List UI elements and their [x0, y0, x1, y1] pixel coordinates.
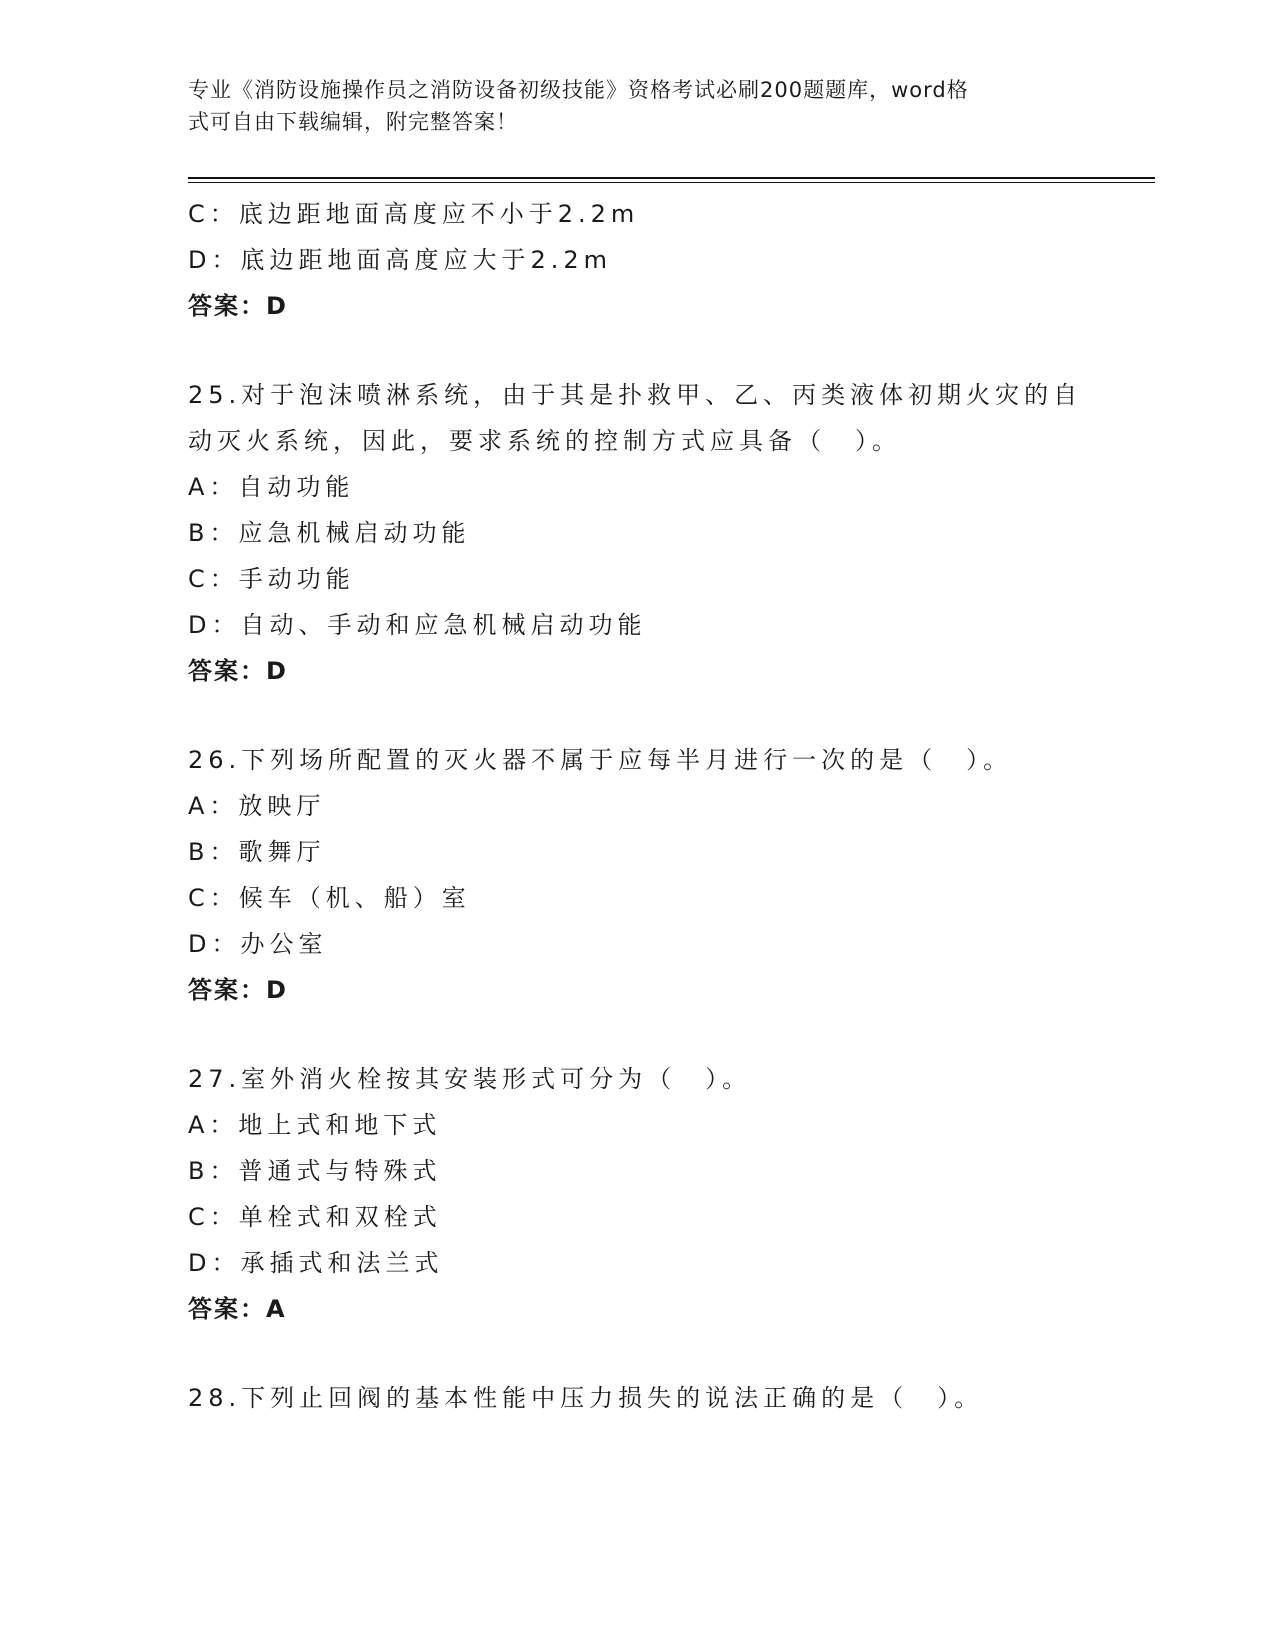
spacer [188, 1013, 1088, 1056]
option-a: A：自动功能 [188, 473, 355, 501]
question-text-line: 27.室外消火栓按其安装形式可分为（ ）。 [188, 1065, 752, 1093]
question-text-line: 28.下列止回阀的基本性能中压力损失的说法正确的是（ ）。 [188, 1384, 984, 1412]
option-a: A：地上式和地下式 [188, 1111, 442, 1139]
answer-label: 答案：D [188, 976, 288, 1004]
option-d: D：办公室 [188, 930, 328, 958]
option-c: C：底边距地面高度应不小于2.2m [188, 200, 640, 228]
option-b: B：应急机械启动功能 [188, 519, 471, 547]
question-text-line: 25.对于泡沫喷淋系统，由于其是扑救甲、乙、丙类液体初期火灾的自 [188, 381, 1083, 409]
question-list [188, 191, 1088, 1421]
option-a: A：放映厅 [188, 792, 326, 820]
question-28 [188, 1375, 1088, 1421]
question-24 [188, 191, 1088, 329]
option-c: C：单栓式和双栓式 [188, 1203, 442, 1231]
option-d: D：底边距地面高度应大于2.2m [188, 246, 613, 274]
header-line-1: 专业《消防设施操作员之消防设备初级技能》资格考试必刷200题题库，word格 [188, 78, 969, 102]
question-27 [188, 1056, 1088, 1332]
spacer [188, 1332, 1088, 1375]
header-rule-thick [188, 177, 1155, 179]
header-line-2: 式可自由下载编辑，附完整答案！ [188, 110, 518, 134]
question-text-line: 动灭火系统，因此，要求系统的控制方式应具备（ ）。 [188, 427, 901, 455]
header-rule-thin [188, 182, 1155, 183]
question-25 [188, 372, 1088, 694]
page-header [188, 74, 1068, 138]
option-d: D：承插式和法兰式 [188, 1249, 444, 1277]
option-b: B：普通式与特殊式 [188, 1157, 442, 1185]
spacer [188, 329, 1088, 372]
option-c: C：候车（机、船）室 [188, 884, 471, 912]
answer-label: 答案：D [188, 657, 288, 685]
question-26 [188, 737, 1088, 1013]
answer-label: 答案：D [188, 292, 288, 320]
spacer [188, 694, 1088, 737]
option-c: C：手动功能 [188, 565, 355, 593]
option-b: B：歌舞厅 [188, 838, 326, 866]
option-d: D：自动、手动和应急机械启动功能 [188, 611, 647, 639]
answer-label: 答案：A [188, 1295, 287, 1323]
question-text-line: 26.下列场所配置的灭火器不属于应每半月进行一次的是（ ）。 [188, 746, 1013, 774]
